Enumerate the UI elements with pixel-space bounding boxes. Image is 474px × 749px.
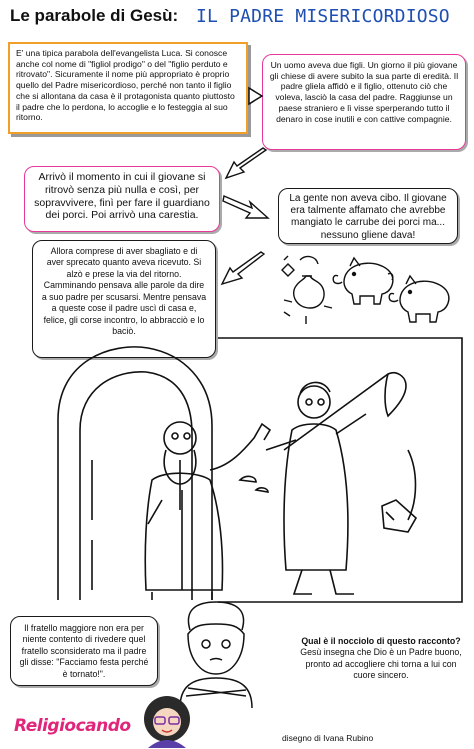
pigs-illustration [276,246,466,330]
story-box-1: Un uomo aveva due figli. Un giorno il più giovane gli chiese di avere subito la sua parte di eredità. Il padre gliela affidò e il figlio, ottenuto ciò che voleva, lasciò la casa del padre. Raggiunse un paese straniero e lì visse sperperando tutto il denaro in cose inutili e con cattive compagnie. [262,54,466,150]
arrow-right-down-icon [222,190,270,222]
author-avatar [142,694,192,748]
page-title-prefix: Le parabole di Gesù: [10,6,179,25]
brother-box: Il fratello maggiore non era per niente contento di rivedere quel fratello sconsiderato ma il padre gli disse: "Facciamo festa perché è tornato!". [10,616,158,686]
arrow-down-left-icon [222,146,270,182]
question-block [294,636,468,682]
story-box-4: Allora comprese di aver sbagliato e di aver sprecato quanto aveva ricevuto. Si alzò e prese la via del ritorno. Camminando pensava alle parole da dire a suo padre per scusarsi. Mentre pensava a queste cose il padre uscì di casa e, felice, gli corse incontro, lo abbracciò e lo baciò. [32,240,216,358]
logo-text: Religiocando [14,716,131,736]
religiocando-logo [14,716,131,736]
question-heading: Qual è il nocciolo di questo racconto? [301,636,461,646]
question-answer: Gesù insegna che Dio è un Padre buono, pronto ad accogliere chi torna a lui con cuore sincero. [300,647,462,681]
page-title-main: IL PADRE MISERICORDIOSO [196,6,450,27]
arrow-down-left-icon [218,250,268,288]
story-box-3: La gente non aveva cibo. Il giovane era talmente affamato che avrebbe mangiato le carrube dei porci ma... nessuno gliene dava! [278,188,458,244]
story-box-2: Arrivò il momento in cui il giovane si ritrovò senza più nulla e così, per sopravvivere, finì per fare il guardiano dei porci. Poi arrivò una carestia. [24,166,220,232]
intro-box: E' una tipica parabola dell'evangelista Luca. Si conosce anche col nome di "figliol prodigo" o del "figlio perduto e ritrovato". Sicuramente il nome più appropriato è proprio quello del Padre misericordioso, perché non tanto il figlio che si allontana da casa è il protagonista quanto piuttosto il padre che lo perdona, lo accoglie e lo festeggia al suo ritorno. [8,42,248,134]
arrow-right-icon [248,84,264,108]
father-son-illustration [52,330,466,606]
illustration-credit: disegno di Ivana Rubino [282,733,374,743]
